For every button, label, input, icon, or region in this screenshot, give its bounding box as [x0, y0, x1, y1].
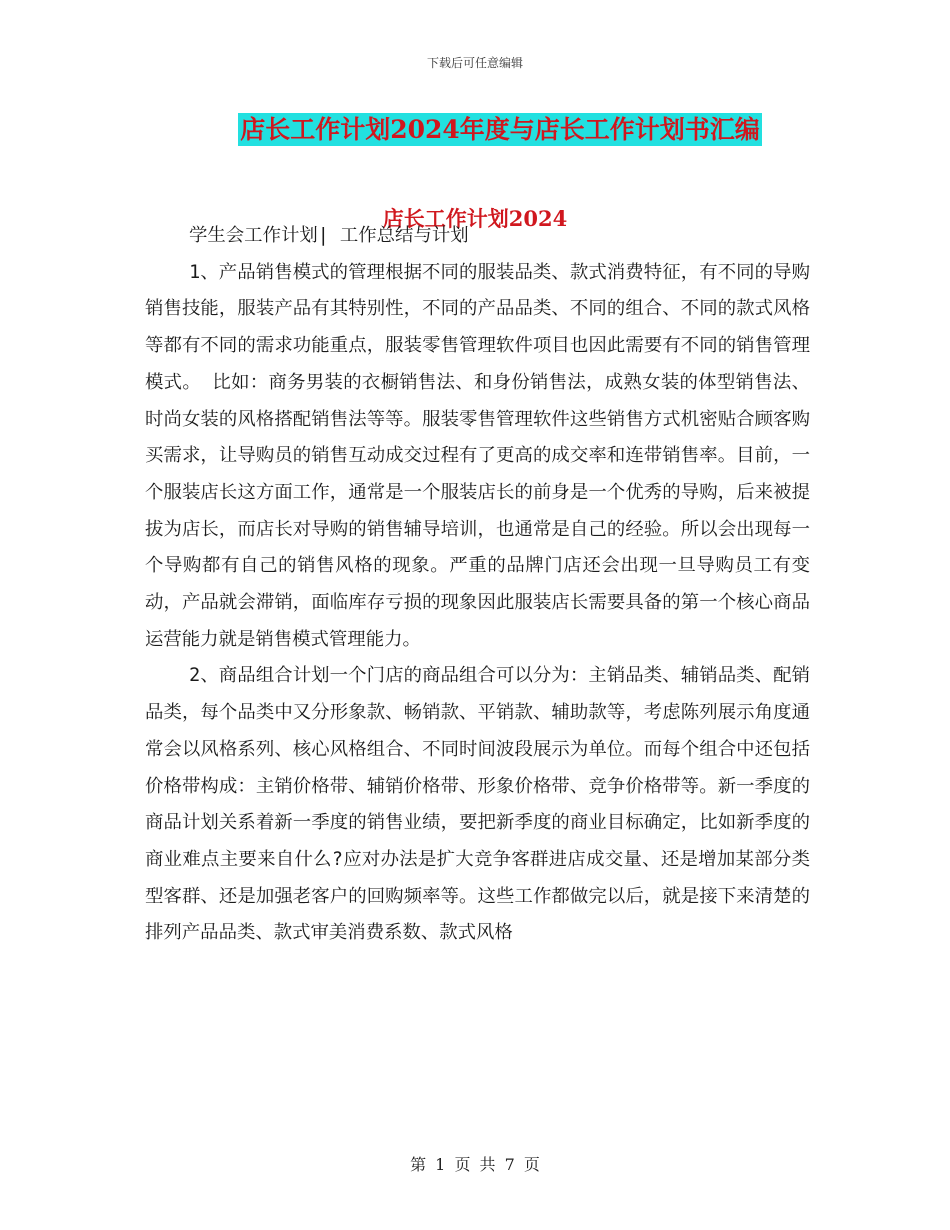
paragraph-2: 2、商品组合计划一个门店的商品组合可以分为：主销品类、辅销品类、配销品类，每个品类中又分形象款、畅销款、平销款、辅助款等，考虑陈列展示角度通常会以风格系列、核心风格组合、不同时间波段展示为单位。而每个组合中还包括价格带构成：主销价格带、辅销价格带、形象价格带、竞争价格带等。新一季度的商品计划关系着新一季度的销售业绩，要把新季度的商业目标确定，比如新季度的商业难点主要来自什么?应对办法是扩大竞争客群进店成交量、还是增加某部分类型客群、还是加强老客户的回购频率等。这些工作都做完以后，就是接下来清楚的排列产品品类、款式审美消费系数、款式风格: [145, 665, 810, 944]
document-title: [0, 110, 950, 146]
category-line: 学生会工作计划| 工作总结与计划: [189, 225, 469, 246]
document-title-text: 店长工作计划2024年度与店长工作计划书汇编: [240, 115, 760, 144]
section-title: 店长工作计划2024: [382, 206, 568, 231]
page-footer: 第 1 页 共 7 页: [410, 1155, 540, 1174]
document-body: [145, 218, 810, 952]
paragraph-1: 1、产品销售模式的管理根据不同的服装品类、款式消费特征，有不同的导购销售技能，服装产品有其特别性，不同的产品品类、不同的组合、不同的款式风格等都有不同的需求功能重点，服装零售管理软件项目也因此需要有不同的销售管理模式。 比如：商务男装的衣橱销售法、和身份销售法，成熟女装的体型销售法、时尚女装的风格搭配销售法等等。服装零售管理软件这些销售方式机密贴合顾客购买需求，让导购员的销售互动成交过程有了更高的成交率和连带销售率。目前，一个服装店长这方面工作，通常是一个服装店长的前身是一个优秀的导购，后来被提拔为店长，而店长对导购的销售辅导培训，也通常是自己的经验。所以会出现每一个导购都有自己的销售风格的现象。严重的品牌门店还会出现一旦导购员工有变动，产品就会滞销，面临库存亏损的现象因此服装店长需要具备的第一个核心商品运营能力就是销售模式管理能力。: [145, 261, 810, 650]
header-note: 下载后可任意编辑: [426, 56, 523, 70]
